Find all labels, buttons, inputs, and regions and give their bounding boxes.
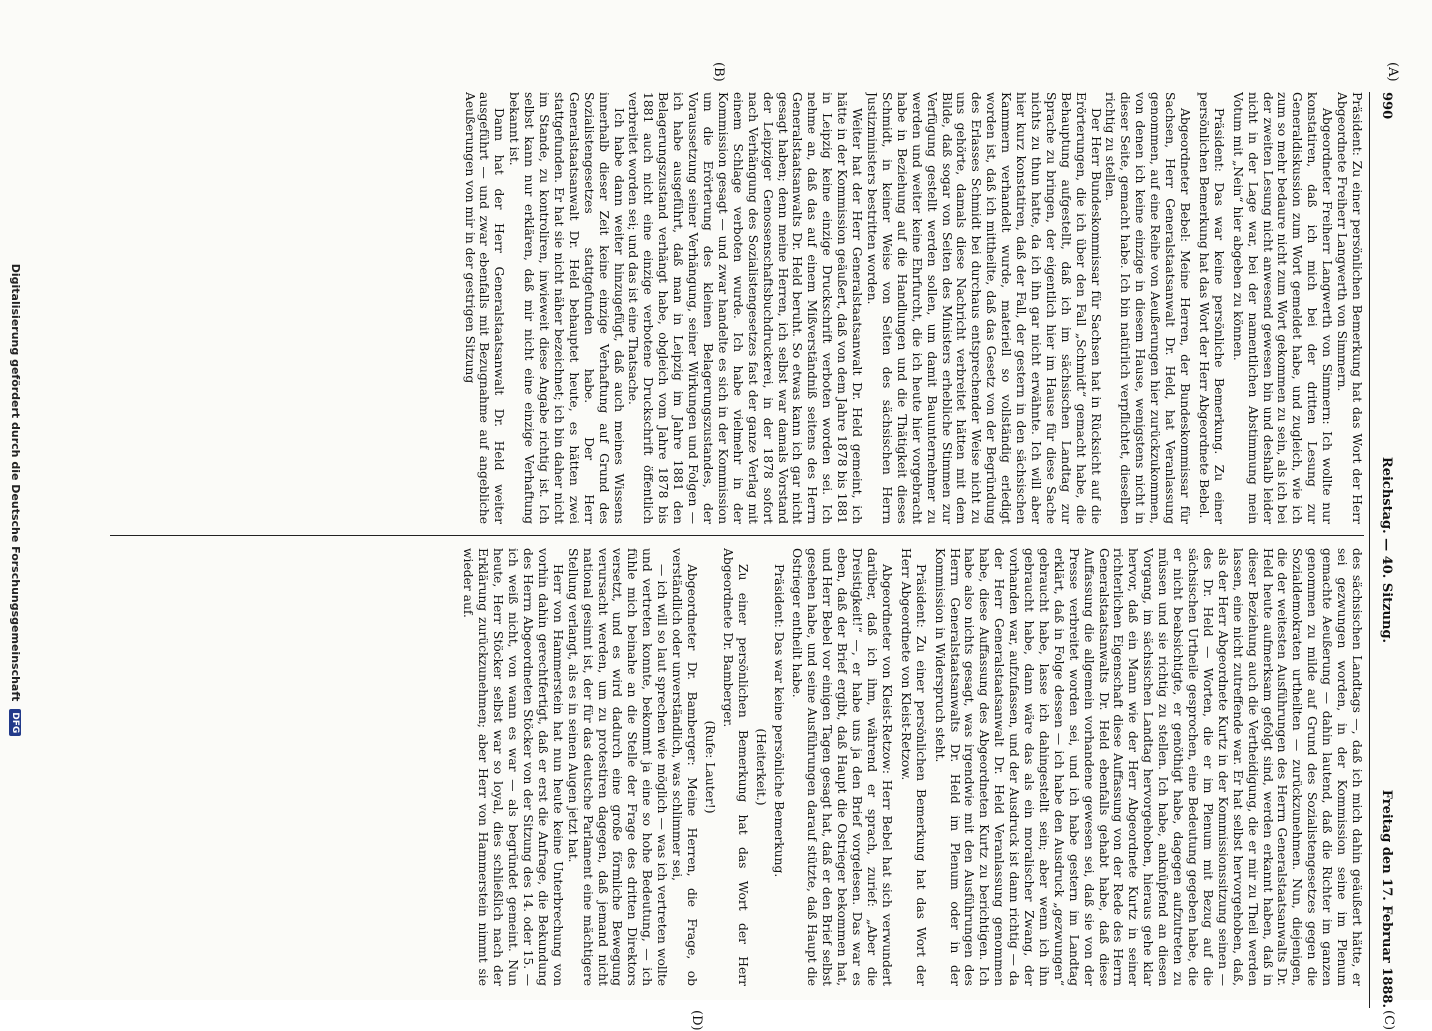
paragraph: Ich habe dann weiter hinzugefügt, daß auch meines Wissens innerhalb dieser Zeit keine einzige Verhaftung auf Grund des Sozialistengesetzes stattgefunden habe. Der Herr Generalstaatsanwalt Dr. Held behauptet heute, es hätten zwei stattgefunden. Er hat sie nicht näher bezeichnet; ich bin daher nicht im Stande, zu kontroliren, inwieweit diese Angabe richtig ist. Ich selbst kann nur erklären, daß mir nicht eine einzige Verhaftung bekannt ist. — [507, 92, 626, 524]
paragraph: Abgeordneter Freiherr Langwerth von Simmern: Ich wollte nur konstatiren, daß ich mich bei der dritten Lesung zur Generaldiskussion zum Wort gemeldet habe, und zugleich, wie ich zum so mehr bedaure nicht zum Wort gekommen zu sein, als ich bei der zweiten Lesung nicht anwesend gewesen bin und deshalb leider nicht in der Lage war, bei der namentlichen Abstimmung mein Votum mit „Nein“ hier abgeben zu können. — [1230, 92, 1335, 524]
paragraph: Präsident: Zu einer persönlichen Bemerkung hat das Wort der Herr Abgeordnete von Kleist-Retzow. — [898, 548, 928, 986]
paragraph: des sächsischen Landtags —, daß ich mich dahin geäußert hätte, er sei gezwungen worden, in der Kommission seine im Plenum gemachte Aeußerung — dahin lautend, daß die Richter im ganzen genommen zu milde auf Grund des Sozialistengesetzes gegen die Sozialdemokraten urtheilten — zurückzunehmen. Nun, diejenigen, die der weitesten Ausführungen des Herrn Generalstaatsanwalts Dr. Held heute aufmerksam gefolgt sind, werden erkannt haben, daß in dieser Beziehung auch die Vertheidigung, die er mir zu Theil werden lassen, eine nicht zutreffende war. Er hat selbst hervorgehoben, daß, als der Herr Abgeordnete Kurtz in der Kommissionssitzung seinen — des Dr. Held — Worten, die er im Plenum mit Bezug auf die sächsischen Urtheile gesprochen, eine Bedeutung gegeben habe, die er nicht beabsichtigte, er genöthigt habe, dagegen aufzutreten zu müssen und sie richtig zu stellen. Ich habe, anknüpfend an diesen Vorgang, im sächsischen Landtag hervorgehoben, hieraus gehe klar hervor, daß ein Mann wie der Herr Abgeordnete Kurtz in seiner richterlichen Eigenschaft diese Auffassung von der Rede des Herrn Generalstaatsanwalts Dr. Held ebenfalls gehabt habe, daß diese Auffassung die allgemein vorhandene gewesen sei, daß sie von der Presse verbreitet worden sei, und ich habe gestern im Landtag erklärt, daß in Folge dessen — ich habe den Ausdruck „gezwungen“ gebraucht habe, lasse ich dahingestellt sein; aber wenn ich ihn gebraucht habe, dann wäre das als ein moralischer Zwang, der vorhanden war, aufzufassen, und der Ausdruck ist dann richtig — da der Herr Generalstaatsanwalt Dr. Held Veranlassung genommen habe, diese Auffassung des Abgeordneten Kurtz zu berichtigen. Ich habe also nichts gesagt, was irgendwie mit den Ausführungen des Herrn Generalstaatsanwalts Dr. Held im Plenum oder in der Kommission in Widerspruch steht. — [932, 548, 1364, 986]
paragraph: Abgeordneter Dr. Bamberger: Meine Herren, die Frage, ob verständlich oder unverständlich, was schlimmer sei, — [670, 548, 700, 986]
paragraph: Herr von Hammerstein hat nun heute keine Unterbrechung von vorhin dahin gerechtfertigt, daß er erst die Anfrage, die Bekundung des Herrn Abgeordneten Stöcker von der Sitzung des 14. oder 15. — ich weiß nicht, von wann es war — als begründet gemeint. Nun heute, Herr Stöcker selbst war so loyal, dies schließlich nach der Erklärung zurückzunehmen; aber Herr von Hammerstein nimmt sie wieder auf. — [461, 548, 565, 986]
column-rule — [110, 535, 1364, 536]
digitization-credit — [2, 0, 22, 1000]
credit-text: Digitalisierung gefördert durch die Deutsche Forschungsgemeinschaft — [9, 263, 22, 702]
left-column — [110, 92, 1364, 524]
stage-direction: (Heiterkeit.) — [753, 728, 768, 806]
dfg-logo: DFG — [9, 709, 21, 736]
right-column — [110, 548, 1364, 986]
paragraph: Zu einer persönlichen Bemerkung hat das Wort der Herr Abgeordnete Dr. Bamberger. — [720, 548, 750, 986]
paragraph: Weiter hat der Herr Generalstaatsanwalt Dr. Held gemeint, ich hätte in der Kommission geäußert, daß von dem Jahre 1878 bis 1881 in Leipzig keine einzige Druckschrift verboten worden sei. Ich nehme an, daß das auf einem Mißverständniß seitens des Herrn Generalstaatsanwalts Dr. Held beruht. So etwas kann ich gar nicht gesagt haben; denn meine Herren, ich selbst war damals Vorstand der Leipziger Genossenschaftsbuchdruckerei, in der 1878 sofort nach Verhängung des Sozialistengesetzes fast der ganze Verlag mit einem Schlage verboten wurde. Ich habe vielmehr in der Kommission gesagt — und zwar handelte es sich in der Kommission um die Erörterung des kleinen Belagerungszustandes, der Voraussetzung seiner Verhängung, seiner Wirkungen und Folgen — ich habe ausgeführt, daß man in Leipzig im Jahre 1881 den Belagerungszustand verhängt habe, obgleich vom Jahre 1878 bis 1881 auch nicht eine einzige verbotene Druckschrift öffentlich verbreitet worden sei; und das ist eine Thatsache. — [626, 92, 865, 524]
paragraph: Präsident: Zu einer persönlichen Bemerkung hat das Wort der Herr Abgeordnete Freiherr Langwerth von Simmern. — [1335, 92, 1364, 524]
margin-marker-a: (A) — [1385, 62, 1400, 82]
paragraph: Präsident: Das war keine persönliche Bemerkung. Zu einer persönlichen Bemerkung hat das Wort der Herr Abgeordnete Bebel. — [1196, 92, 1226, 524]
paragraph: Der Herr Bundeskommissar für Sachsen hat in Rücksicht auf die Erörterungen, die ich über den Fall „Schmidt“ gemacht habe, die Behauptung aufgestellt, daß ich im sächsischen Landtag zur Sprache zu bringen, der eigentlich hier im Hause für diese Sache nichts zu thun hatte, da ich ihn gar nicht erwähnte. Ich will aber hier kurz konstatiren, daß der Fall, der gestern in den sächsischen Kammern verhandelt wurde, materiell so vollständig erledigt worden ist, daß ich mittheilte, daß das Gesetz von der Begründung des Erlasses Schmidt bei durchaus entsprechender Weise nicht zu uns gehörte, damals diese Nachricht verbreitet hätten mit dem Bilde, daß sogar von Seiten des Ministers erhebliche Stimmen zur Verfügung gestellt werden sollen, um damit Bauunternehmer zu werden und weiter keine Ehrfurcht, die ich heute hier vorgebracht habe in Beziehung auf die Handlungen und die Thätigkeit dieses Schmidt, in keiner Weise von Seiten des sächsischen Herrn Justizministers bestritten worden. — [865, 92, 1103, 524]
header-title: Reichstag. — 40. Sitzung. — [1379, 456, 1394, 644]
margin-marker-c: (C) — [1381, 1010, 1396, 1031]
page-number: 990 — [1379, 92, 1394, 120]
running-header — [1372, 92, 1394, 1008]
margin-marker-b: (B) — [711, 62, 726, 82]
paragraph: Dann hat der Herr Generalstaatsanwalt Dr. Held weiter ausgeführt — und zwar ebenfalls mit Bezugnahme auf angebliche Aeußerungen von mir in der gestrigen Sitzung — [462, 92, 507, 524]
header-date: Freitag den 17. Februar 1888. — [1379, 789, 1394, 1008]
header-rule — [1369, 92, 1370, 1008]
paragraph: Abgeordneter von Kleist-Retzow: Herr Bebel hat sich verwundert darüber, daß ich ihm, während er sprach, zurief: „Aber die Dreistigkeit!“ —, er habe uns ja den Brief vorgelesen. Das war es eben, daß der Brief ergibt, daß Haupt die Ostrieger bekommen hat, und Herr Bebel vor einigen Tagen gesagt hat, daß er den Brief selbst gesehen habe, und seine Ausführungen darauf stützte, daß Haupt die Ostrieger entheilt habe. — [790, 548, 894, 986]
stage-direction: (Rufe: Lauter!) — [702, 720, 717, 814]
paragraph: Abgeordneter Bebel: Meine Herren, der Bundeskommissar für Sachsen, Herr Generalstaatsanwalt Dr. Held, hat Veranlassung genommen, auf eine Reihe von Aeußerungen hier zurückzukommen, von denen ich keine einzige in diesem Hause, wenigstens nicht in dieser Seite, gemacht habe. Ich bin natürlich verpflichtet, dieselben richtig zu stellen. — [1103, 92, 1193, 524]
paragraph: — ich will so laut sprechen wie möglich — was ich vertreten wollte und vertreten konnte, bekommt ja eine so hohe Bedeutung, — ich fühle mich beinahe an die Stelle der Frage des dritten Direktors versetzt, und es wird dadurch eine große förmliche Bewegung verursacht werden, um zu protestiren dagegen, daß jemand nicht national gesinnt ist, der für das deutsche Parlament eine mächtigere Stellung verlangt, als es in seinen Augen jetzt hat. — [565, 548, 670, 986]
margin-marker-d: (D) — [689, 1010, 704, 1031]
paragraph: Präsident: Das war keine persönliche Bemerkung. — [771, 564, 786, 878]
